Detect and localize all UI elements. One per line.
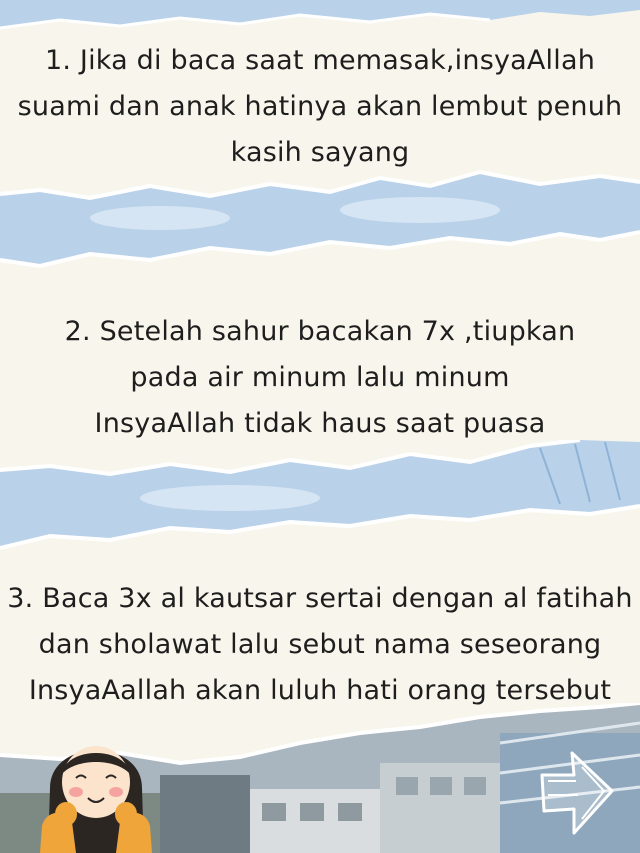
torn-sky-strip-2 [0, 440, 640, 558]
step-1-line-3: kasih sayang [230, 137, 410, 168]
step-2-line-1: 2. Setelah sahur bacakan 7x ,tiupkan [64, 316, 576, 347]
step-1-text [0, 38, 640, 176]
step-1-line-2: suami dan anak hatinya akan lembut penuh [17, 91, 623, 122]
top-torn-sky [0, 0, 640, 40]
step-2-line-3: InsyaAllah tidak haus saat puasa [94, 408, 546, 439]
torn-sky-strip-1 [0, 168, 640, 278]
hijab-girl-illustration [36, 718, 156, 853]
step-2-text [0, 309, 640, 447]
step-3-line-2: dan sholawat lalu sebut nama seseorang [38, 629, 602, 660]
step-2-line-2: pada air minum lalu minum [130, 362, 510, 393]
step-3-line-3: InsyaAallah akan luluh hati orang tersebut [28, 675, 612, 706]
hand-drawn-arrow-right-icon[interactable] [532, 745, 618, 841]
step-1-line-1: 1. Jika di baca saat memasak,insyaAllah [44, 45, 596, 76]
step-3-text [0, 576, 640, 714]
step-3-line-1: 3. Baca 3x al kautsar sertai dengan al fatihah [7, 583, 633, 614]
